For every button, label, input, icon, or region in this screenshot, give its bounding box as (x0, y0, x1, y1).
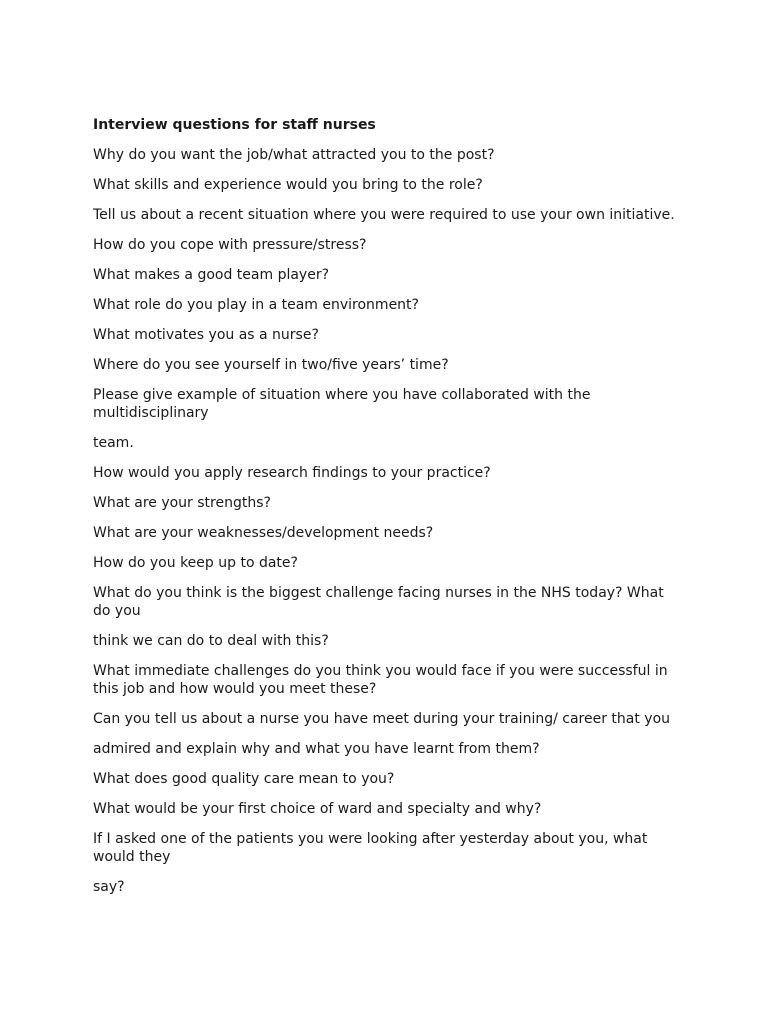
paragraph: How do you keep up to date? (93, 555, 298, 571)
paragraph: What does good quality care mean to you? (93, 771, 395, 787)
paragraph: If I asked one of the patients you were looking after yesterday about you, what would they (93, 831, 648, 865)
paragraph: What skills and experience would you bring to the role? (93, 177, 483, 193)
paragraph: What makes a good team player? (93, 267, 330, 283)
paragraph: Tell us about a recent situation where you were required to use your own initiative. (93, 207, 675, 223)
paragraph: Why do you want the job/what attracted you to the post? (93, 147, 495, 163)
paragraph: Please give example of situation where you have collaborated with the multidisciplinary (93, 387, 591, 421)
paragraph: admired and explain why and what you have learnt from them? (93, 741, 540, 757)
paragraph: What role do you play in a team environment? (93, 297, 419, 313)
paragraph: What motivates you as a nurse? (93, 327, 319, 343)
paragraph: Can you tell us about a nurse you have meet during your training/ career that you (93, 711, 671, 727)
paragraph: What are your strengths? (93, 495, 271, 511)
paragraph: What immediate challenges do you think you would face if you were successful in this job and how would you meet these? (93, 663, 668, 697)
paragraph: What are your weaknesses/development needs? (93, 525, 434, 541)
paragraph: What would be your first choice of ward and specialty and why? (93, 801, 542, 817)
paragraph: Where do you see yourself in two/five years’ time? (93, 357, 449, 373)
paragraph: How would you apply research findings to your practice? (93, 465, 491, 481)
document-body (93, 116, 683, 908)
paragraph: think we can do to deal with this? (93, 633, 329, 649)
paragraph: How do you cope with pressure/stress? (93, 237, 367, 253)
document-title: Interview questions for staff nurses (93, 117, 376, 133)
paragraph: What do you think is the biggest challenge facing nurses in the NHS today? What do you (93, 585, 664, 619)
paragraph: say? (93, 879, 125, 895)
paragraph: team. (93, 435, 134, 451)
